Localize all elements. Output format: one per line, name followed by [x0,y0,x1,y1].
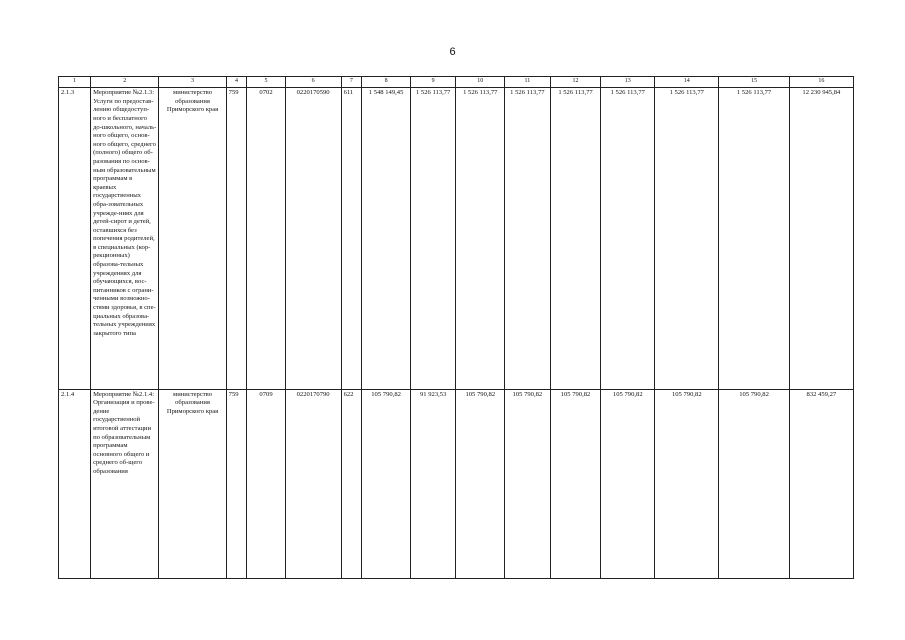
column-header: 6 [285,77,341,88]
column-header: 5 [247,77,285,88]
column-header: 3 [159,77,226,88]
grbs-code: 759 [226,389,247,578]
executor: министерство образования Приморского края [159,88,226,389]
row-number: 2.1.3 [59,88,91,389]
amount-cell: 105 790,82 [456,389,505,578]
section-code: 0702 [247,88,285,389]
amount-cell: 1 526 113,77 [601,88,655,389]
amount-cell: 1 526 113,77 [550,88,601,389]
amount-cell: 1 526 113,77 [410,88,456,389]
table-row [59,389,854,578]
column-header: 2 [91,77,159,88]
expense-type-code: 611 [341,88,362,389]
budget-table [58,76,854,579]
column-header: 15 [719,77,789,88]
amount-cell: 105 790,82 [505,389,551,578]
amount-cell: 91 923,53 [410,389,456,578]
header-row [59,77,854,88]
column-header: 7 [341,77,362,88]
amount-cell: 1 526 113,77 [655,88,719,389]
amount-cell: 105 790,82 [719,389,789,578]
column-header: 4 [226,77,247,88]
column-header: 12 [550,77,601,88]
expense-type-code: 622 [341,389,362,578]
column-header: 10 [456,77,505,88]
section-code: 0709 [247,389,285,578]
amount-cell: 1 526 113,77 [719,88,789,389]
column-header: 14 [655,77,719,88]
column-header: 16 [789,77,853,88]
column-header: 13 [601,77,655,88]
grbs-code: 759 [226,88,247,389]
activity-name: Мероприятие №2.1.3: Услуги по предостав-лению общедоступ-ного и бесплатного до-школьного, началь-ного общего, основ-ного общего, среднего (полного) общего об-разования по основ-ным образовательным программам в краевых государственных обра-зовательных учрежде-ниях для детей-сирот и детей, оставшихся без попечения родителей, в специальных (кор-рекционных) образова-тельных учреждениях для обучающихся, вос-питанников с ограни-ченными возможно-стями здоровья, в спе-циальных образова-тельных учреждениях закрытого типа [91,88,159,389]
amount-cell: 105 790,82 [362,389,411,578]
column-header: 8 [362,77,411,88]
amount-cell: 105 790,82 [655,389,719,578]
row-number: 2.1.4 [59,389,91,578]
amount-cell: 1 526 113,77 [456,88,505,389]
target-article-code: 0220170590 [285,88,341,389]
column-header: 1 [59,77,91,88]
amount-cell: 105 790,82 [550,389,601,578]
activity-name: Мероприятие №2.1.4: Организация и прове-дение государственной итоговой аттестации по образовательным программам основного общего и среднего об-щего образования [91,389,159,578]
column-header: 9 [410,77,456,88]
total-amount-cell: 832 459,27 [789,389,853,578]
executor: министерство образования Приморского края [159,389,226,578]
table-row [59,88,854,389]
amount-cell: 105 790,82 [601,389,655,578]
column-header: 11 [505,77,551,88]
page-number: 6 [449,46,456,58]
total-amount-cell: 12 230 945,84 [789,88,853,389]
target-article-code: 0220170790 [285,389,341,578]
amount-cell: 1 526 113,77 [505,88,551,389]
amount-cell: 1 548 149,45 [362,88,411,389]
